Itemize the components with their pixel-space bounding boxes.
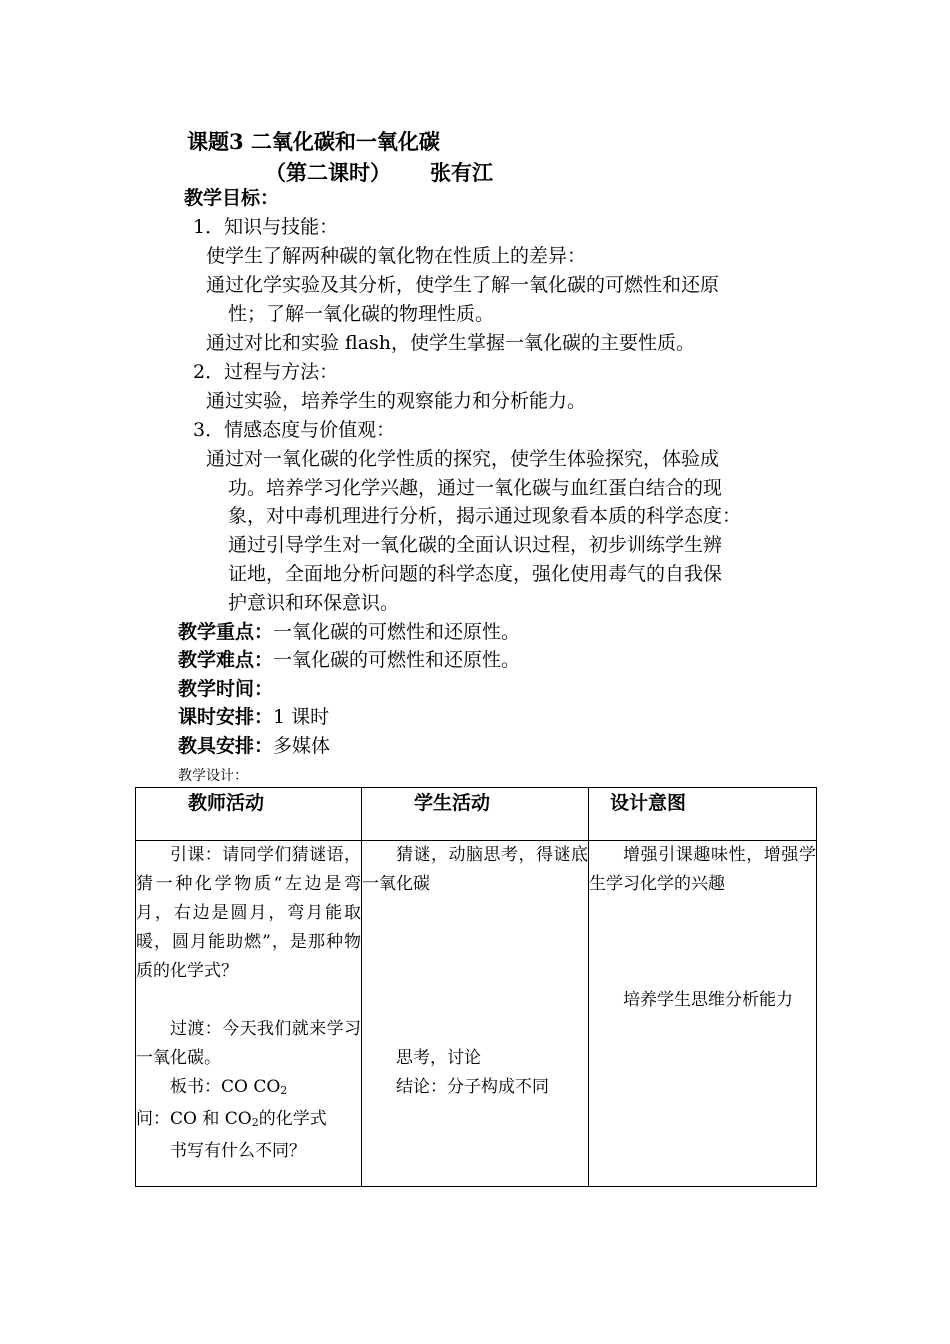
intent-interest: 增强引课趣味性，增强学生学习化学的兴趣 xyxy=(589,845,816,894)
objective-3-line: 通过引导学生对一氧化碳的全面认识过程，初步训练学生辨 xyxy=(228,534,723,556)
schedule-value: 1 课时 xyxy=(273,706,330,728)
design-label: 教学设计： xyxy=(178,768,248,784)
teaching-design-table xyxy=(135,787,817,1187)
table-header-row xyxy=(136,788,817,841)
teacher-transition: 过渡：今天我们就来学习一氧化碳。 xyxy=(136,1019,361,1068)
table-row xyxy=(136,841,817,1187)
teacher-activity-cell xyxy=(136,841,362,1187)
tools-row xyxy=(178,732,330,761)
student-conclusion: 结论：分子构成不同 xyxy=(396,1077,549,1097)
objective-3-line: 通过对一氧化碳的化学性质的探究，使学生体验探究，体验成 xyxy=(206,448,720,470)
teacher-question-cont: 书写有什么不同？ xyxy=(170,1141,306,1161)
objective-1-line: 使学生了解两种碳的氧化物在性质上的差异： xyxy=(206,245,587,267)
focus-value: 一氧化碳的可燃性和还原性。 xyxy=(273,621,521,643)
teacher-intro: 引课：请同学们猜谜语，猜一种化学物质“左边是弯月，右边是圆月，弯月能取暖，圆月能助燃”，是那种物质的化学式？ xyxy=(136,845,361,981)
focus-label: 教学重点： xyxy=(178,621,274,643)
objective-3-label: 3．情感态度与价值观： xyxy=(193,419,396,441)
design-intent-cell xyxy=(589,841,817,1187)
schedule-row xyxy=(178,703,329,732)
objective-2-line: 通过实验，培养学生的观察能力和分析能力。 xyxy=(206,390,587,412)
difficulty-value: 一氧化碳的可燃性和还原性。 xyxy=(273,649,521,671)
teacher-question: 问：CO 和 $CO_2$的化学式 xyxy=(136,1109,327,1129)
objective-2-label: 2．过程与方法： xyxy=(193,361,339,383)
author-name: 张有江 xyxy=(430,160,493,185)
difficulty-row xyxy=(178,646,520,675)
objective-3-line: 象，对中毒机理进行分析，揭示通过现象看本质的科学态度： xyxy=(228,505,742,527)
student-activity-cell xyxy=(362,841,589,1187)
intent-thinking: 培养学生思维分析能力 xyxy=(623,990,793,1010)
focus-row xyxy=(178,618,520,647)
lesson-subtitle: （第二课时） xyxy=(265,160,391,185)
objectives-heading: 教学目标： xyxy=(184,187,280,209)
tools-label: 教具安排： xyxy=(178,735,274,757)
tools-value: 多媒体 xyxy=(273,735,331,757)
teacher-board: 板书：CO $CO_2$ xyxy=(170,1077,288,1097)
difficulty-label: 教学难点： xyxy=(178,649,274,671)
objective-3-line: 功。培养学习化学兴趣，通过一氧化碳与血红蛋白结合的现 xyxy=(228,477,723,499)
header-design-intent: 设计意图 xyxy=(589,788,817,841)
objective-3-line: 证地，全面地分析问题的科学态度，强化使用毒气的自我保 xyxy=(228,563,723,585)
objective-1-line: 通过化学实验及其分析，使学生了解一氧化碳的可燃性和还原 xyxy=(206,274,720,296)
header-student-activity: 学生活动 xyxy=(362,788,589,841)
time-label: 教学时间： xyxy=(178,678,274,700)
student-guess: 猜谜，动脑思考，得谜底一氧化碳 xyxy=(362,845,588,894)
time-row xyxy=(178,675,273,704)
schedule-label: 课时安排： xyxy=(178,706,274,728)
header-teacher-activity: 教师活动 xyxy=(136,788,362,841)
objective-1-label: 1．知识与技能： xyxy=(193,216,339,238)
objective-1-line: 性；了解一氧化碳的物理性质。 xyxy=(228,303,495,325)
page-title: 课题3 二氧化碳和一氧化碳 xyxy=(187,129,440,154)
objective-1-line: 通过对比和实验 flash，使学生掌握一氧化碳的主要性质。 xyxy=(206,332,696,354)
student-think: 思考，讨论 xyxy=(396,1048,481,1068)
objective-3-line: 护意识和环保意识。 xyxy=(228,592,400,614)
